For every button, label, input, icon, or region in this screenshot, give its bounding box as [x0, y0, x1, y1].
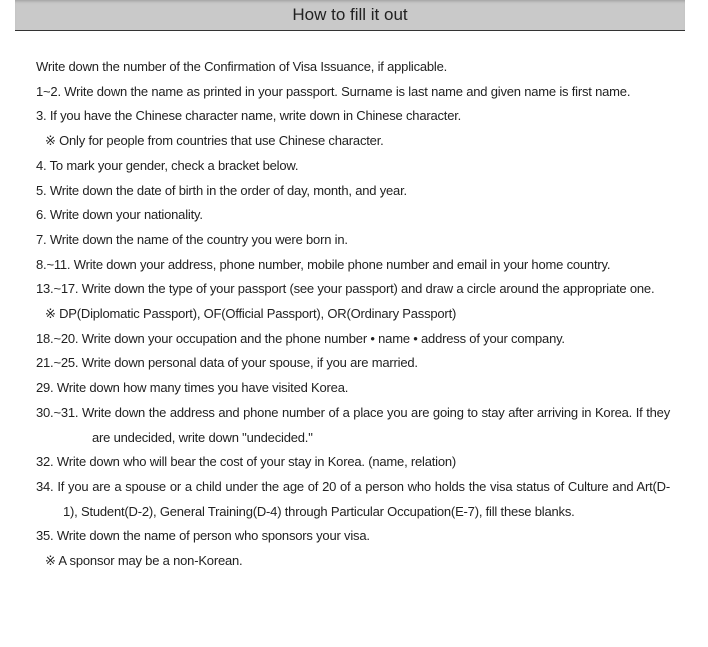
- instruction-item: 32. Write down who will bear the cost of your stay in Korea. (name, relation): [36, 454, 457, 470]
- instruction-item: 21.~25. Write down personal data of your spouse, if you are married.: [36, 355, 418, 371]
- instruction-item: Write down the number of the Confirmation of Visa Issuance, if applicable.: [36, 59, 448, 74]
- instruction-item: 7. Write down the name of the country you were born in.: [36, 231, 348, 247]
- instruction-item: 4. To mark your gender, check a bracket below.: [36, 157, 299, 173]
- instruction-item: 8.~11. Write down your address, phone number, mobile phone number and email in your home country.: [36, 256, 611, 272]
- instruction-item: 18.~20. Write down your occupation and the phone number • name • address of your company.: [36, 330, 565, 346]
- instruction-note: ※ DP(Diplomatic Passport), OF(Official Passport), OR(Ordinary Passport): [45, 306, 457, 322]
- instruction-item: 30.~31. Write down the address and phone number of a place you are going to stay after arriving in Korea. If they are undecided, write down "undecided.": [36, 404, 670, 445]
- instruction-item: 35. Write down the name of person who sponsors your visa.: [36, 528, 370, 544]
- instruction-item: 5. Write down the date of birth in the order of day, month, and year.: [36, 182, 407, 198]
- instruction-item: 29. Write down how many times you have visited Korea.: [36, 380, 349, 396]
- instruction-note: ※ Only for people from countries that use Chinese character.: [45, 133, 384, 149]
- instruction-item: 3. If you have the Chinese character name, write down in Chinese character.: [36, 108, 462, 124]
- instruction-item: 1~2. Write down the name as printed in your passport. Surname is last name and given name is first name.: [36, 83, 631, 99]
- section-header: How to fill it out: [15, 0, 685, 31]
- instruction-item: 34. If you are a spouse or a child under the age of 20 of a person who holds the visa status of Culture and Art(D-1), Student(D-2), General Training(D-4) through Particular Occupation(E-7), fill these blanks.: [36, 478, 670, 519]
- instruction-note: ※ A sponsor may be a non-Korean.: [45, 553, 243, 569]
- instruction-item: 13.~17. Write down the type of your passport (see your passport) and draw a circle around the appropriate one.: [36, 281, 655, 297]
- instructions-list: [36, 55, 670, 574]
- instruction-item: 6. Write down your nationality.: [36, 207, 203, 223]
